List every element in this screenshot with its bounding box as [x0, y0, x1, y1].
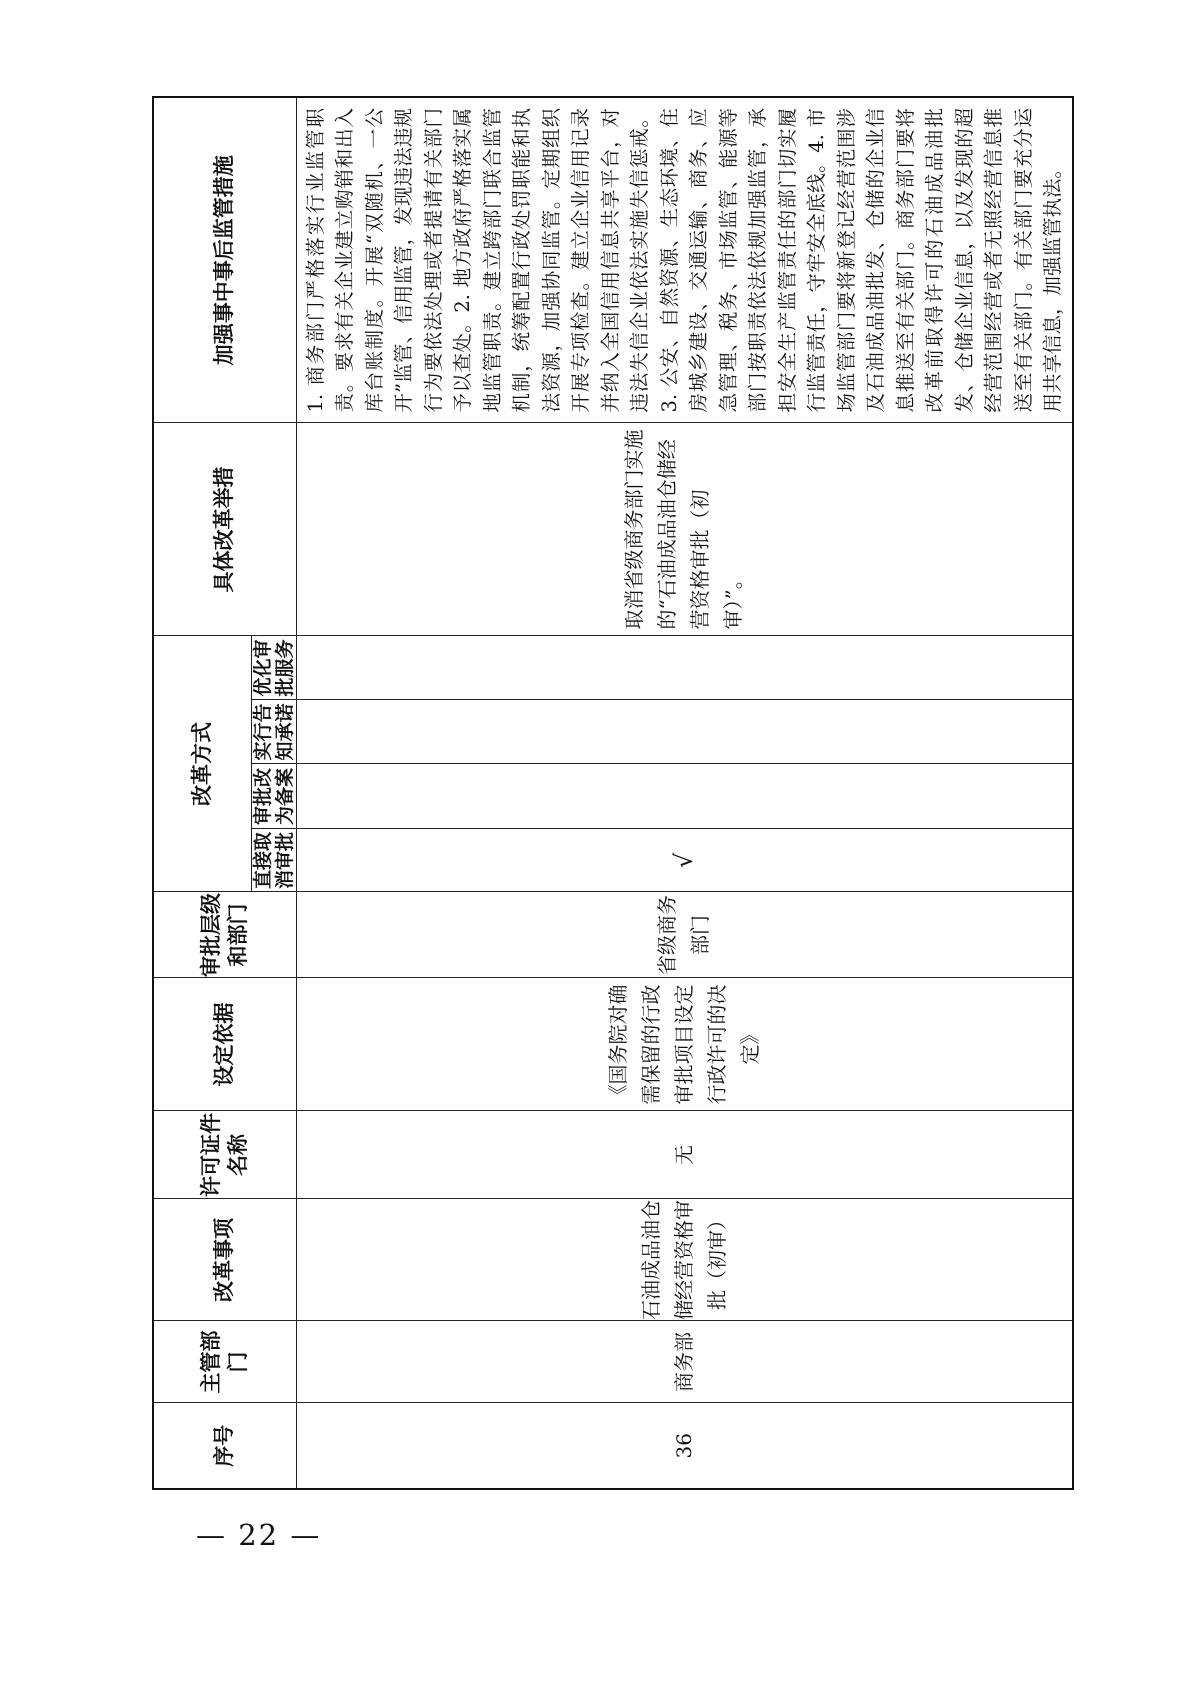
header-level: 审批层级和部门	[153, 892, 296, 978]
cell-dept: 商务部	[296, 1321, 1073, 1403]
cell-measures: 1. 商务部门严格落实行业监管职责。要求有关企业建立购销和出入库台账制度。开展“双随机、一公开”监管、信用监管，发现违法违规行为要依法处理或者提请有关部门予以查处。2. 地方政府严格落实属地监管职责。建立跨部门联合监管机制，统筹配置行政处罚职能和执法资源，加强协同监管。定期组织开展专项检查。建立企业信用记录并纳入全国信用信息共享平台，对违法失信企业依法实施失信惩戒。3. 公安、自然资源、生态环境、住房城乡建设、交通运输、商务、应急管理、税务、市场监管、能源等部门按职责依法依规加强监管，承担安全生产监管责任的部门切实履行监管责任，守牢安全底线。4. 市场监管部门要将新登记经营范围涉及石油成品油批发、仓储的企业信息推送至有关部门。商务部门要将改革前取得许可的石油成品油批发、仓储企业信息，以及发现的超经营范围经营或者无照经营信息推送至有关部门。有关部门要充分运用共享信息，加强监管执法。	[296, 97, 1073, 423]
cell-cancel-check: √	[296, 829, 1073, 892]
cell-optimize	[296, 636, 1073, 700]
header-reform: 具体改革举措	[153, 423, 296, 636]
cell-basis: 《国务院对确需保留的行政审批项目设定行政许可的决定》	[296, 978, 1073, 1111]
cell-notify	[296, 700, 1073, 764]
reform-table	[152, 96, 1074, 1490]
cell-permit-name: 无	[296, 1111, 1073, 1199]
header-item: 改革事项	[153, 1199, 296, 1321]
header-methods: 改革方式	[153, 636, 251, 892]
header-method-filing: 审批改为备案	[251, 764, 296, 829]
header-permit-name: 许可证件名称	[153, 1111, 296, 1199]
rotated-table-container	[152, 108, 1064, 1490]
cell-level: 省级商务部门	[296, 892, 1073, 978]
header-dept: 主管部门	[153, 1321, 296, 1403]
cell-reform: 取消省级商务部门实施的“石油成品油仓储经营资格审批（初审）”。	[296, 423, 1073, 636]
header-method-notify: 实行告知承诺	[251, 700, 296, 764]
cell-seq: 36	[296, 1403, 1073, 1489]
header-basis: 设定依据	[153, 978, 296, 1111]
header-method-cancel: 直接取消审批	[251, 829, 296, 892]
table-row	[296, 97, 1073, 1489]
header-method-optimize: 优化审批服务	[251, 636, 296, 700]
cell-item: 石油成品油仓储经营资格审批（初审）	[296, 1199, 1073, 1321]
cell-filing	[296, 764, 1073, 829]
page-number: — 22 —	[196, 1518, 322, 1552]
header-seq: 序号	[153, 1403, 296, 1489]
header-measures: 加强事中事后监管措施	[153, 97, 296, 423]
